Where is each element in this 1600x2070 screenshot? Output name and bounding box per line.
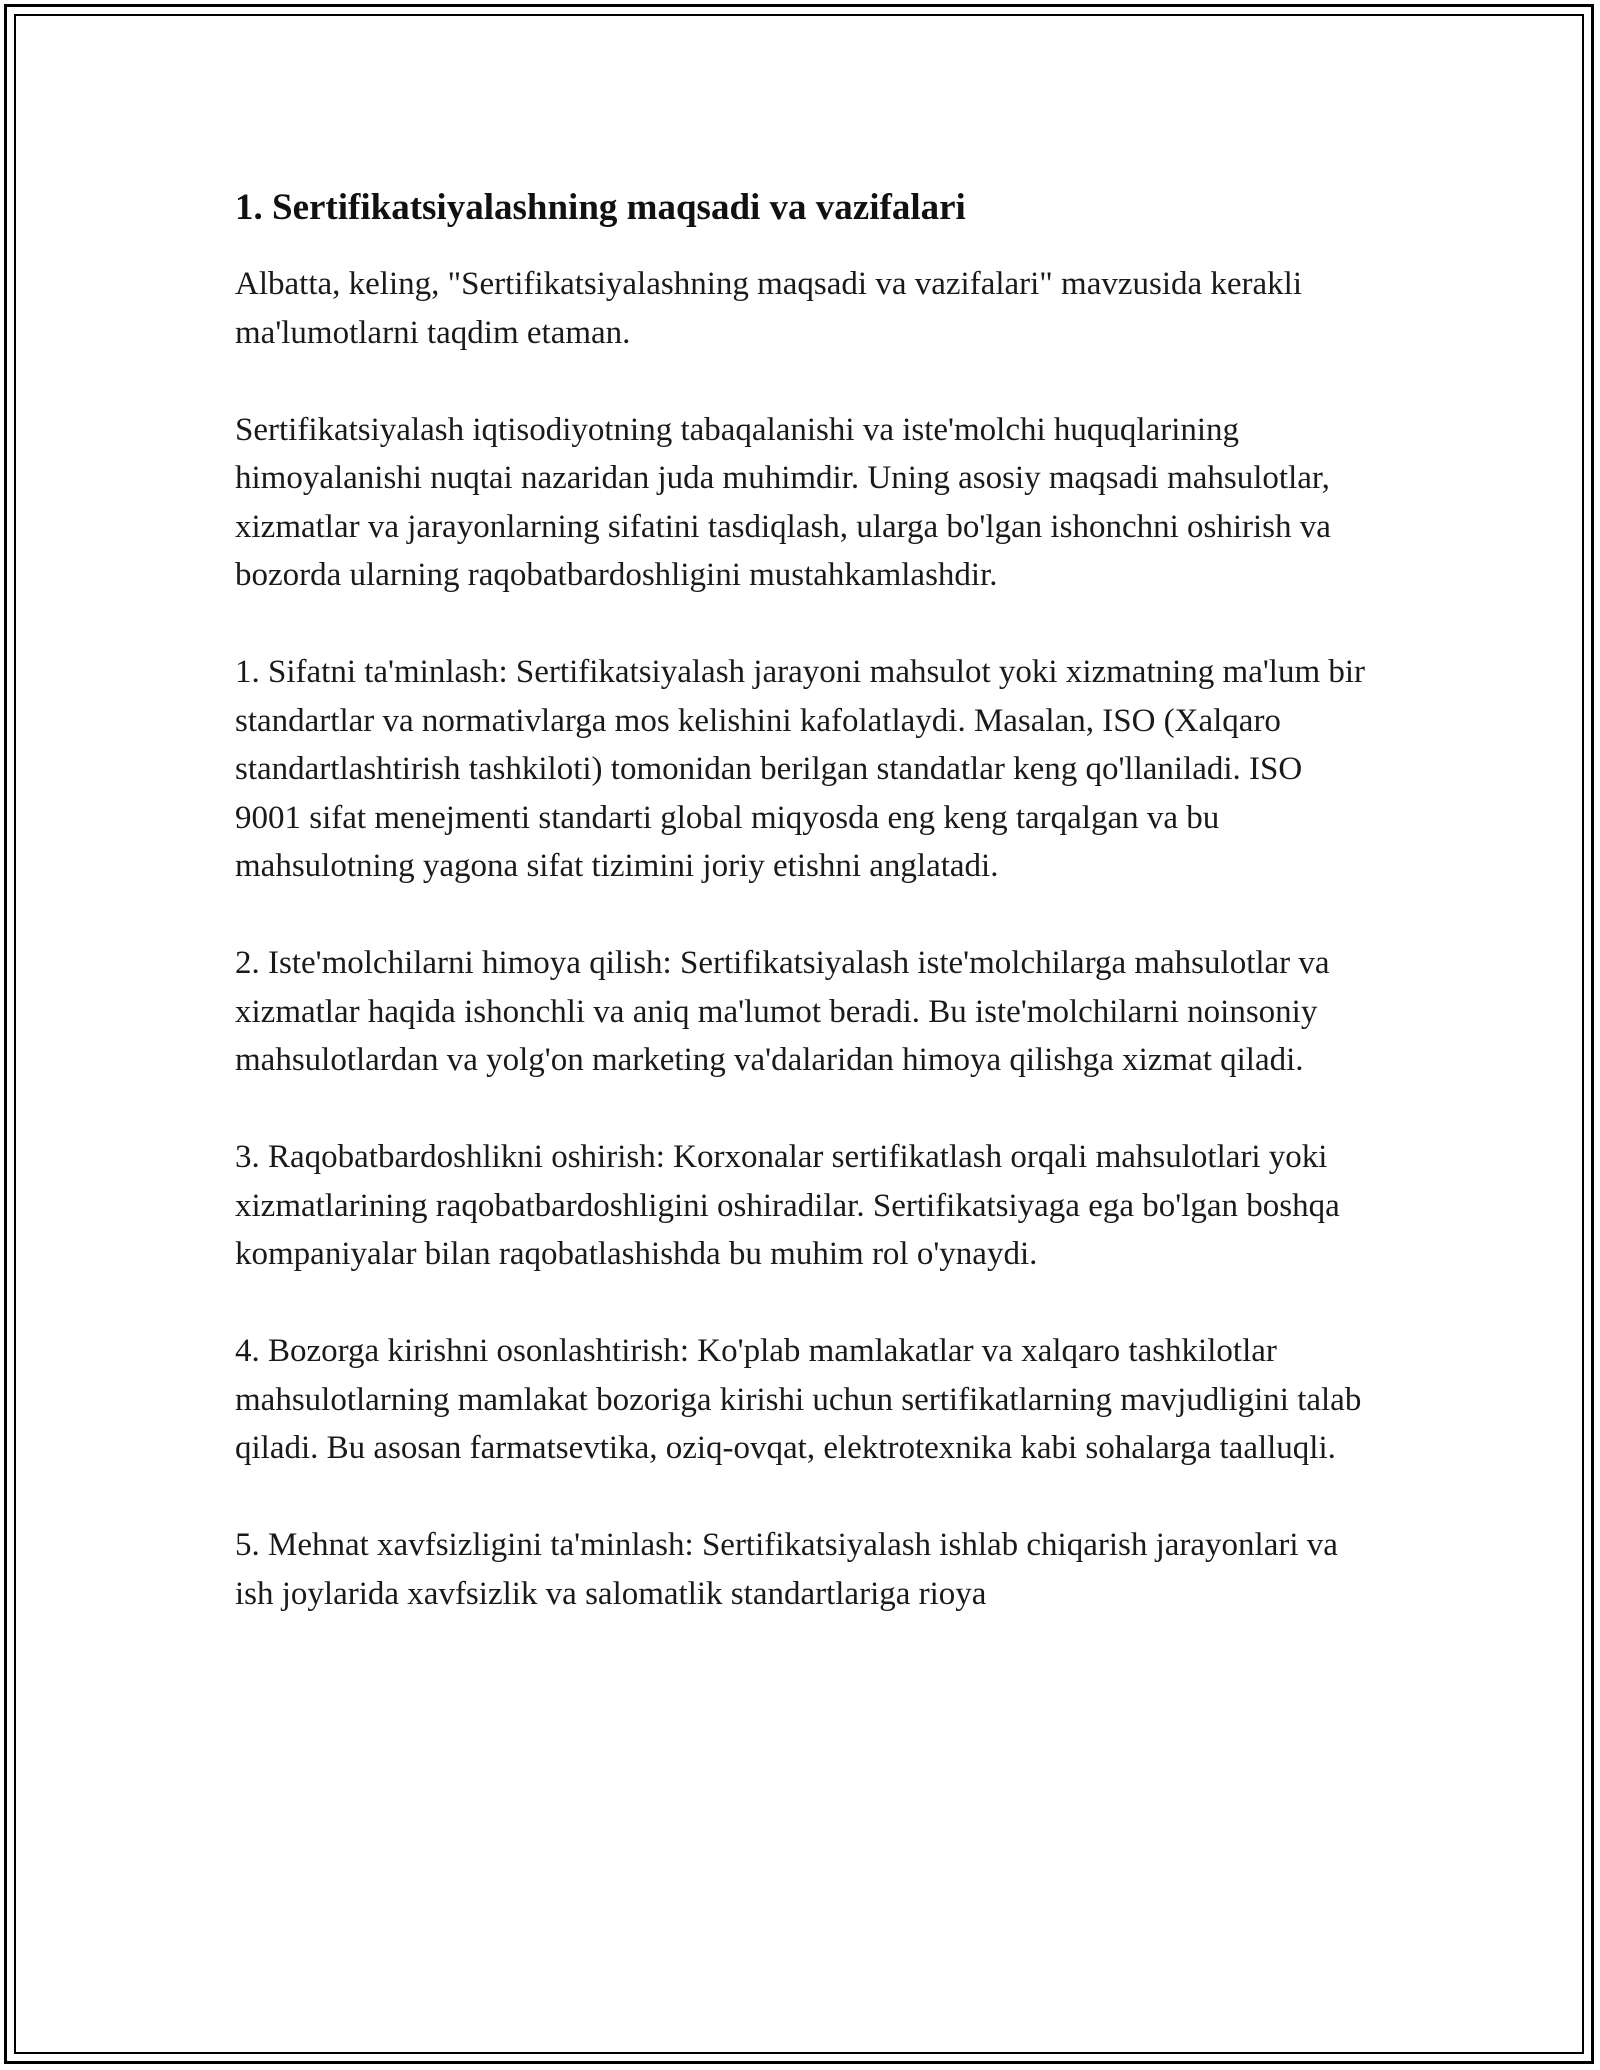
paragraph-intro: Albatta, keling, "Sertifikatsiyalashning maqsadi va vazifalari" mavzusida kerakli ma'lumotlarni taqdim etaman. [235, 266, 1303, 351]
paragraph-item-1: 1. Sifatni ta'minlash: Sertifikatsiyalash jarayoni mahsulot yoki xizmatning ma'lum bir standartlar va normativlarga mos kelishini kafolatlaydi. Masalan, ISO (Xalqaro standartlashtirish tashkiloti) tomonidan berilgan standatlar keng qo'llaniladi. ISO 9001 sifat menejmenti standarti global miqyosda eng keng tarqalgan va bu mahsulotning yagona sifat tizimini joriy etishni anglatadi. [235, 654, 1366, 884]
paragraph-item-4: 4. Bozorga kirishni osonlashtirish: Ko'plab mamlakatlar va xalqaro tashkilotlar mahsulotlarning mamlakat bozoriga kirishi uchun sertifikatlarning mavjudligini talab qiladi. Bu asosan farmatsevtika, oziq-ovqat, elektrotexnika kabi sohalarga taalluqli. [235, 1333, 1362, 1466]
paragraph-item-3: 3. Raqobatbardoshlikni oshirish: Korxonalar sertifikatlash orqali mahsulotlari yoki xizmatlarining raqobatbardoshligini oshiradilar. Sertifikatsiyaga ega bo'lgan boshqa kompaniyalar bilan raqobatlashishda bu muhim rol o'ynaydi. [235, 1139, 1340, 1272]
paragraph-overview: Sertifikatsiyalash iqtisodiyotning tabaqalanishi va iste'molchi huquqlarining himoyalanishi nuqtai nazaridan juda muhimdir. Uning asosiy maqsadi mahsulotlar, xizmatlar va jarayonlarning sifatini tasdiqlash, ularga bo'lgan ishonchni oshirish va bozorda ularning raqobatbardoshligini mustahkamlashdir. [235, 411, 1331, 593]
document-title: 1. Sertifikatsiyalashning maqsadi va vazifalari [235, 187, 966, 228]
paragraph-item-5: 5. Mehnat xavfsizligini ta'minlash: Sertifikatsiyalash ishlab chiqarish jarayonlari va ish joylarida xavfsizlik va salomatlik standartlariga rioya [235, 1527, 1338, 1612]
document-body [235, 186, 1375, 1667]
paragraph-item-2: 2. Iste'molchilarni himoya qilish: Sertifikatsiyalash iste'molchilarga mahsulotlar va xizmatlar haqida ishonchli va aniq ma'lumot beradi. Bu iste'molchilarni noinsoniy mahsulotlardan va yolg'on marketing va'dalaridan himoya qilishga xizmat qiladi. [235, 945, 1330, 1078]
